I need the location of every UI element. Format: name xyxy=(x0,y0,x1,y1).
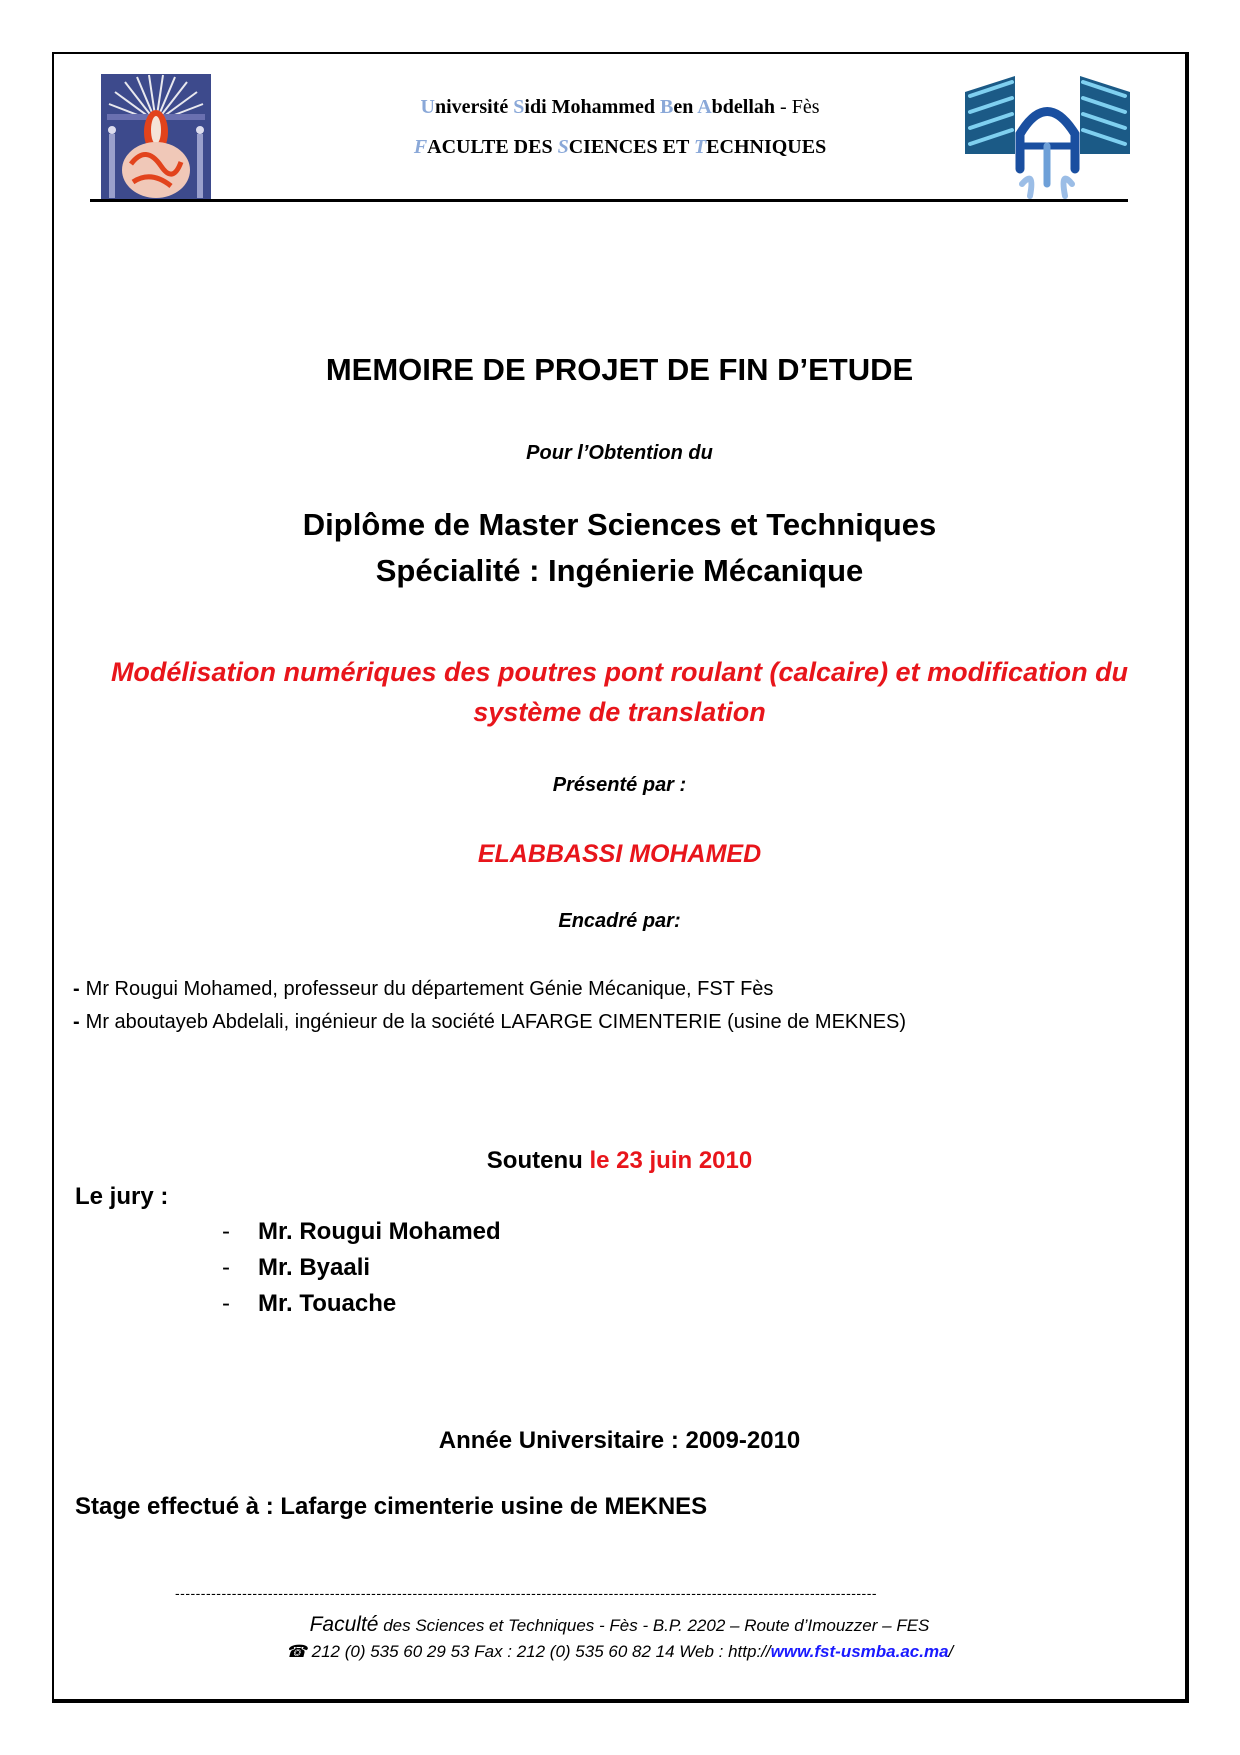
defense-date-value: le 23 juin 2010 xyxy=(589,1147,753,1174)
defense-label: Soutenu xyxy=(486,1147,583,1174)
supervisor-text: Mr Rougui Mohamed, professeur du département Génie Mécanique, FST Fès xyxy=(85,978,774,1000)
initial: S xyxy=(557,136,569,158)
jury-member-name: Mr. Rougui Mohamed xyxy=(258,1218,501,1245)
university-logo-icon xyxy=(101,74,211,200)
footer-contact xyxy=(52,1642,1187,1662)
supervisor-item xyxy=(73,1011,906,1034)
bullet: - xyxy=(222,1254,230,1281)
text: bdellah xyxy=(711,96,776,118)
bullet: - xyxy=(222,1218,230,1245)
initial: B xyxy=(659,96,674,118)
subject-line-2: système de translation xyxy=(473,697,766,727)
university-name xyxy=(230,96,1010,119)
document-title: MEMOIRE DE PROJET DE FIN D’ETUDE xyxy=(325,352,914,387)
supervisor-item xyxy=(73,978,773,1001)
initial: T xyxy=(693,136,707,158)
initial: U xyxy=(420,96,435,118)
contact-text: 212 (0) 535 60 29 53 Fax : 212 (0) 535 60 82 14 Web : http:// xyxy=(306,1642,771,1661)
supervised-by-label: Encadré par: xyxy=(558,910,681,932)
subject-line-1: Modélisation numériques des poutres pont roulant (calcaire) et modification du xyxy=(110,657,1129,687)
text: niversité xyxy=(434,96,514,118)
presented-by-label: Présenté par : xyxy=(552,774,687,796)
page-border xyxy=(52,52,1189,1703)
initial: S xyxy=(513,96,525,118)
phone-icon: ☎ xyxy=(285,1642,307,1661)
obtention-label: Pour l’Obtention du xyxy=(526,442,713,464)
initial: F xyxy=(413,136,428,158)
jury-member-name: Mr. Byaali xyxy=(258,1254,371,1281)
web-suffix: / xyxy=(948,1642,954,1661)
jury-member xyxy=(222,1218,501,1246)
diploma-name: Diplôme de Master Sciences et Techniques xyxy=(302,507,937,542)
text: CIENCES ET xyxy=(568,136,694,158)
diploma-block xyxy=(52,502,1187,594)
faculty-logo-icon xyxy=(960,74,1135,199)
jury-member xyxy=(222,1290,396,1318)
jury-member-name: Mr. Touache xyxy=(258,1290,397,1317)
internship-location: Stage effectué à : Lafarge cimenterie usine de MEKNES xyxy=(75,1493,708,1520)
address-lead: Faculté xyxy=(309,1613,379,1636)
bullet: - xyxy=(222,1290,230,1317)
footer-separator: ---------------------------------------------------------------------------------------------------------------------------------------- xyxy=(175,1585,878,1601)
supervisor-text: Mr aboutayeb Abdelali, ingénieur de la société LAFARGE CIMENTERIE (usine de MEKNES) xyxy=(85,1011,907,1033)
thesis-subject xyxy=(52,652,1187,732)
bullet: - xyxy=(73,1011,80,1033)
initial: A xyxy=(697,96,712,118)
footer-address xyxy=(52,1613,1187,1637)
jury-label: Le jury : xyxy=(75,1183,169,1210)
website-link[interactable]: www.fst-usmba.ac.ma xyxy=(770,1642,949,1661)
text: en xyxy=(673,96,698,118)
faculty-name xyxy=(230,136,1010,159)
text: idi Mohammed xyxy=(524,96,660,118)
text: ECHNIQUES xyxy=(706,136,827,158)
text: ACULTE DES xyxy=(427,136,558,158)
specialty: Spécialité : Ingénierie Mécanique xyxy=(375,553,864,588)
jury-member xyxy=(222,1254,370,1282)
author-name: ELABBASSI MOHAMED xyxy=(477,840,762,868)
defense-date xyxy=(52,1147,1187,1175)
address-text: des Sciences et Techniques - Fès - B.P. 2202 – Route d’Imouzzer – FES xyxy=(378,1616,930,1635)
header-divider xyxy=(90,199,1128,202)
bullet: - xyxy=(73,978,80,1000)
academic-year: Année Universitaire : 2009-2010 xyxy=(438,1427,801,1454)
city: - Fès xyxy=(775,96,820,118)
